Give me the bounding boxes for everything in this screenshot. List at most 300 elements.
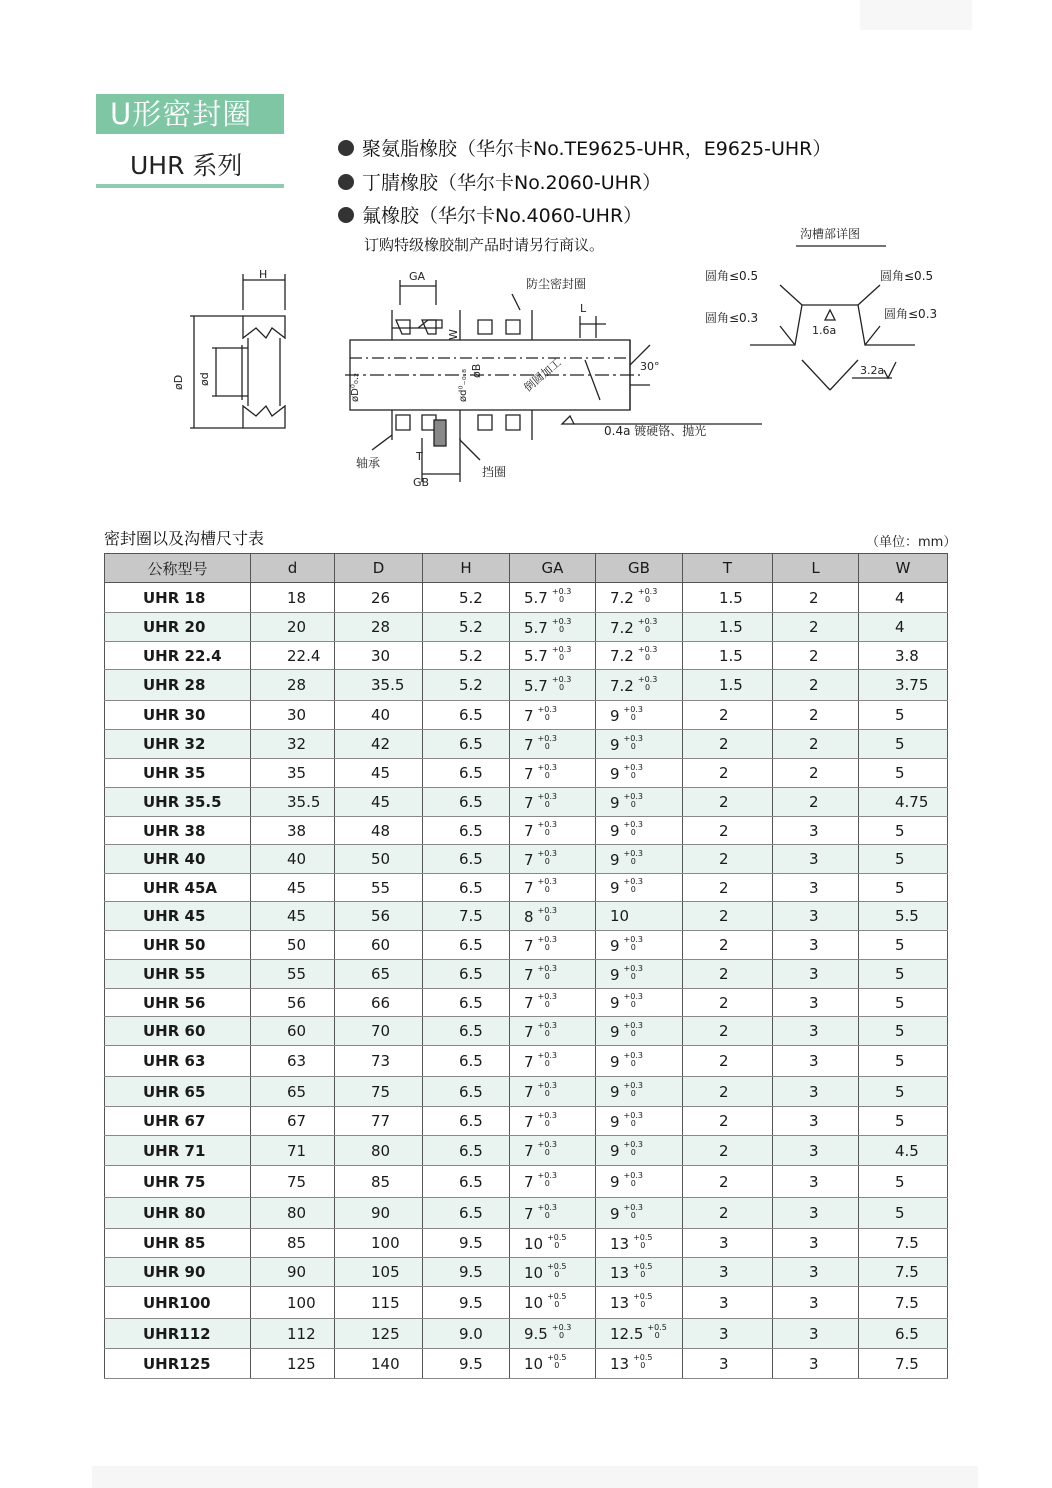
cell-L — [773, 1198, 859, 1229]
cell-H — [423, 613, 510, 642]
tolerance-lower: 0 — [640, 1300, 646, 1309]
tolerance-upper: +0.3 — [623, 1140, 643, 1149]
tolerance-lower: 0 — [630, 828, 636, 837]
tolerance-lower: 0 — [544, 942, 550, 952]
header-cell: GA — [510, 554, 596, 583]
tolerance-lower: 0 — [544, 1028, 550, 1038]
cell-H — [423, 1017, 510, 1046]
cell-value: UHR 45A — [143, 878, 217, 897]
cell-value: 32 — [287, 735, 307, 753]
cell-GA — [510, 1349, 596, 1379]
cell-W — [859, 1017, 948, 1046]
unit-label: （单位：mm） — [866, 535, 957, 550]
label-finish-outer: 3.2a — [860, 364, 885, 377]
cell-value: 9.5 — [459, 1234, 483, 1252]
cell-T — [683, 670, 773, 701]
tolerance — [624, 1204, 643, 1220]
tolerance-lower: 0 — [544, 856, 550, 866]
cell-GA — [510, 642, 596, 670]
cell-GB — [596, 989, 683, 1017]
cell-value: UHR 35 — [143, 764, 206, 782]
cell-value: 7 — [524, 994, 534, 1012]
cell-d — [251, 989, 335, 1017]
cell-value: 3 — [719, 1354, 729, 1373]
cell-GA — [510, 960, 596, 989]
tolerance — [538, 1172, 557, 1188]
tolerance-upper: +0.5 — [633, 1292, 653, 1301]
cell-value: 9 — [610, 793, 620, 812]
table-row — [105, 1319, 948, 1349]
tolerance-lower: 0 — [630, 1000, 636, 1009]
tolerance-upper: +0.3 — [551, 1323, 572, 1332]
tolerance-upper: +0.3 — [623, 733, 643, 743]
cell-value: 4.75 — [895, 793, 929, 811]
table-row — [105, 845, 948, 874]
cell-value: UHR 40 — [143, 850, 206, 868]
cell-GA — [510, 931, 596, 960]
cell-value: UHR125 — [143, 1354, 211, 1373]
tolerance — [538, 821, 557, 837]
label-r-top-left: 圆角≤0.5 — [705, 269, 759, 283]
cell-GA — [510, 788, 596, 817]
cell-GA — [510, 759, 596, 788]
tolerance-upper: +0.3 — [537, 877, 557, 886]
cell-W — [859, 1229, 948, 1258]
cell-T — [683, 1136, 773, 1166]
tolerance — [638, 588, 657, 604]
cell-value: 6.5 — [459, 878, 483, 897]
cell-L — [773, 670, 859, 701]
cell-value: 2 — [719, 1052, 729, 1070]
cell-value: 2 — [809, 646, 819, 665]
tolerance — [638, 646, 657, 662]
cell-value: 5 — [895, 1172, 905, 1191]
tolerance — [633, 1263, 652, 1279]
table-row — [105, 1198, 948, 1229]
label-phid: ød — [198, 372, 211, 386]
cell-GB — [596, 1229, 683, 1258]
tolerance-lower: 0 — [630, 1210, 636, 1220]
cell-GA — [510, 1136, 596, 1166]
cell-value: UHR 80 — [143, 1204, 206, 1222]
label-chrome: 0.4a 镀硬铬、抛光 — [604, 424, 707, 438]
cell-value: 3 — [809, 850, 819, 868]
header-cell: L — [773, 554, 859, 583]
tolerance-upper: +0.3 — [537, 1020, 557, 1030]
tolerance-lower: 0 — [544, 770, 550, 780]
cell-model — [105, 1258, 251, 1287]
tolerance-lower: 0 — [544, 971, 550, 981]
cell-value: 9 — [610, 994, 620, 1012]
cell-GB — [596, 874, 683, 902]
tolerance-lower: 0 — [544, 1000, 550, 1009]
tolerance — [552, 618, 571, 634]
tolerance-upper: +0.3 — [623, 877, 643, 886]
cell-W — [859, 902, 948, 931]
tolerance-lower: 0 — [630, 971, 636, 981]
cell-value: 10 — [524, 1294, 544, 1312]
cell-D — [335, 788, 423, 817]
cell-d — [251, 670, 335, 701]
cell-value: 3 — [809, 1234, 819, 1252]
cell-value: 7 — [524, 764, 534, 783]
cell-value: 80 — [371, 1141, 391, 1160]
tolerance-upper: +0.3 — [551, 587, 572, 596]
cell-L — [773, 1319, 859, 1349]
label-H: H — [259, 268, 268, 281]
cell-GA — [510, 1258, 596, 1287]
cell-value: 40 — [371, 706, 391, 724]
cell-value: UHR 60 — [143, 1022, 206, 1040]
tolerance-upper: +0.3 — [537, 1202, 557, 1212]
tolerance — [538, 1022, 557, 1038]
cell-W — [859, 817, 948, 845]
cell-W — [859, 670, 948, 701]
cell-GB — [596, 1349, 683, 1379]
cell-value: 35 — [287, 764, 307, 782]
cell-value: 6.5 — [459, 1022, 483, 1040]
cell-value: 3 — [809, 907, 819, 925]
cell-value: 6.5 — [459, 1172, 483, 1191]
cell-value: 5.5 — [895, 907, 919, 925]
tolerance-lower: 0 — [544, 712, 550, 722]
cell-H — [423, 1319, 510, 1349]
cell-GA — [510, 989, 596, 1017]
cell-value: 100 — [371, 1234, 400, 1252]
tolerance-upper: +0.3 — [537, 704, 557, 714]
cell-D — [335, 931, 423, 960]
tolerance — [624, 706, 643, 722]
tolerance-upper: +0.3 — [551, 616, 572, 626]
cell-model — [105, 788, 251, 817]
cell-value: 9.5 — [524, 1325, 548, 1343]
cell-d — [251, 613, 335, 642]
cell-T — [683, 1077, 773, 1107]
cell-value: 7 — [524, 965, 534, 984]
cell-GB — [596, 670, 683, 701]
cell-value: UHR 35.5 — [143, 793, 222, 811]
cell-L — [773, 931, 859, 960]
cell-value: 5 — [895, 878, 905, 897]
cell-H — [423, 1107, 510, 1136]
tolerance — [538, 1052, 557, 1068]
cell-model — [105, 1287, 251, 1319]
tolerance — [624, 936, 643, 952]
cell-value: 9 — [610, 1052, 620, 1071]
cell-value: 7 — [524, 706, 534, 725]
table-row — [105, 1017, 948, 1046]
tolerance-upper: +0.3 — [637, 645, 658, 654]
cell-L — [773, 1166, 859, 1198]
cell-GB — [596, 1287, 683, 1319]
cell-value: 2 — [809, 706, 819, 724]
cell-value: 40 — [287, 850, 307, 868]
cell-T — [683, 1349, 773, 1379]
cell-value: 2 — [719, 793, 729, 811]
cell-value: 5 — [895, 735, 905, 753]
cell-value: 6.5 — [459, 793, 483, 811]
cell-model — [105, 730, 251, 759]
cell-value: 3 — [809, 965, 819, 983]
cell-D — [335, 1258, 423, 1287]
cell-d — [251, 902, 335, 931]
cell-d — [251, 1287, 335, 1319]
cell-value: 7.2 — [610, 647, 634, 665]
cell-L — [773, 874, 859, 902]
assembly-section — [345, 280, 762, 482]
cell-model — [105, 874, 251, 902]
cell-T — [683, 874, 773, 902]
cell-L — [773, 1258, 859, 1287]
tolerance-upper: +0.3 — [623, 848, 643, 858]
cell-H — [423, 1166, 510, 1198]
cell-d — [251, 759, 335, 788]
cell-model — [105, 701, 251, 730]
tolerance-upper: +0.3 — [623, 791, 643, 801]
cell-H — [423, 583, 510, 613]
cell-value: 9 — [610, 1204, 620, 1223]
cell-T — [683, 1287, 773, 1319]
cell-model — [105, 1229, 251, 1258]
cell-value: 7.5 — [895, 1354, 919, 1373]
cell-T — [683, 1229, 773, 1258]
cell-L — [773, 1107, 859, 1136]
cell-T — [683, 1107, 773, 1136]
cell-D — [335, 642, 423, 670]
tolerance-lower: 0 — [645, 653, 651, 662]
cell-value: UHR112 — [143, 1324, 211, 1343]
cell-H — [423, 670, 510, 701]
cell-value: UHR 67 — [143, 1112, 206, 1130]
cell-value: 48 — [371, 821, 391, 840]
cell-value: 5 — [895, 1082, 905, 1101]
cell-value: 13 — [610, 1355, 630, 1373]
label-r-top-right: 圆角≤0.5 — [880, 269, 934, 283]
tolerance — [624, 1082, 643, 1098]
cell-T — [683, 1046, 773, 1077]
header-cell: 公称型号 — [105, 554, 251, 583]
tolerance-lower: 0 — [630, 770, 636, 780]
cell-model — [105, 1319, 251, 1349]
cell-W — [859, 788, 948, 817]
tolerance-upper: +0.3 — [623, 1081, 643, 1090]
tolerance-lower: 0 — [645, 624, 651, 634]
cell-D — [335, 1107, 423, 1136]
cell-value: 1.5 — [719, 676, 743, 694]
tolerance-upper: +0.3 — [537, 934, 557, 944]
tolerance-upper: +0.3 — [623, 704, 643, 714]
cell-W — [859, 960, 948, 989]
cell-D — [335, 960, 423, 989]
cell-value: 9 — [610, 936, 620, 955]
table-row — [105, 701, 948, 730]
tolerance — [624, 821, 643, 837]
cell-L — [773, 817, 859, 845]
cell-value: 3 — [809, 1324, 819, 1343]
cell-T — [683, 1166, 773, 1198]
cell-T — [683, 701, 773, 730]
cell-value: 13 — [610, 1234, 630, 1253]
cell-W — [859, 759, 948, 788]
tolerance-upper: +0.3 — [537, 992, 557, 1001]
cell-value: 55 — [287, 965, 307, 983]
tolerance-upper: +0.3 — [551, 645, 572, 654]
table-row — [105, 613, 948, 642]
tolerance — [547, 1263, 566, 1279]
cell-value: 2 — [719, 1172, 729, 1191]
cell-value: 6.5 — [459, 706, 483, 724]
tolerance — [624, 993, 643, 1009]
cell-value: 2 — [719, 764, 729, 782]
cell-value: 9 — [610, 735, 620, 754]
cell-value: 6.5 — [459, 965, 483, 983]
cell-value: 50 — [371, 850, 391, 868]
tolerance — [624, 878, 643, 894]
tolerance — [624, 735, 643, 751]
cell-value: 5 — [895, 993, 905, 1012]
size-table — [104, 553, 948, 1379]
cell-value: 90 — [371, 1204, 391, 1222]
label-phid-tol: ød⁰₋₀.₈ — [458, 369, 469, 402]
tolerance-lower: 0 — [544, 1148, 550, 1157]
tolerance-lower: 0 — [559, 624, 565, 634]
tolerance-lower: 0 — [630, 1058, 636, 1068]
cell-D — [335, 583, 423, 613]
cell-value: 2 — [719, 1022, 729, 1040]
cell-value: 7 — [524, 735, 534, 754]
cell-value: 6.5 — [459, 1082, 483, 1101]
cell-value: UHR 45 — [143, 907, 206, 925]
material-label: 氟橡胶（华尔卡No.4060-UHR） — [362, 205, 643, 227]
cell-value: 85 — [371, 1172, 391, 1191]
cell-value: 3 — [809, 993, 819, 1012]
table-row — [105, 1046, 948, 1077]
cell-value: 7 — [524, 793, 534, 812]
cell-GA — [510, 1287, 596, 1319]
cell-L — [773, 1349, 859, 1379]
label-r-bottom-right: 圆角≤0.3 — [884, 307, 938, 321]
cell-d — [251, 642, 335, 670]
cell-value: 30 — [287, 706, 307, 724]
tolerance-upper: +0.3 — [623, 1110, 643, 1120]
cell-model — [105, 670, 251, 701]
cell-value: 67 — [287, 1112, 307, 1130]
cell-value: 5.7 — [524, 589, 548, 607]
cell-GA — [510, 670, 596, 701]
cell-value: 2 — [719, 965, 729, 983]
cell-value: 5 — [895, 936, 905, 954]
cell-value: UHR 71 — [143, 1141, 206, 1160]
cell-W — [859, 701, 948, 730]
cell-L — [773, 1136, 859, 1166]
cell-value: 3 — [719, 1324, 729, 1343]
tolerance-upper: +0.3 — [623, 963, 643, 973]
cell-value: 6.5 — [459, 936, 483, 954]
cell-H — [423, 1077, 510, 1107]
header-cell: T — [683, 554, 773, 583]
tolerance — [538, 1112, 557, 1128]
header-cell: d — [251, 554, 335, 583]
cell-value: 28 — [371, 618, 391, 636]
cell-value: 3.8 — [895, 646, 919, 665]
cell-value: 10 — [524, 1355, 544, 1373]
tolerance-upper: +0.5 — [647, 1323, 667, 1332]
cell-value: 2 — [719, 706, 729, 724]
tolerance — [624, 793, 643, 809]
cell-model — [105, 902, 251, 931]
cell-model — [105, 613, 251, 642]
cell-W — [859, 931, 948, 960]
cell-L — [773, 701, 859, 730]
tolerance-lower: 0 — [544, 1179, 550, 1188]
cell-D — [335, 989, 423, 1017]
cell-D — [335, 1136, 423, 1166]
cell-D — [335, 845, 423, 874]
cell-D — [335, 730, 423, 759]
tolerance-upper: +0.3 — [537, 1140, 557, 1149]
cell-d — [251, 1017, 335, 1046]
cell-GA — [510, 1166, 596, 1198]
tolerance-lower: 0 — [640, 1269, 646, 1279]
cell-L — [773, 642, 859, 670]
cell-value: 4 — [895, 588, 905, 607]
cell-value: 20 — [287, 618, 307, 636]
tolerance-upper: +0.3 — [623, 1171, 643, 1180]
tolerance-lower: 0 — [645, 682, 651, 692]
cell-value: 10 — [524, 1263, 544, 1282]
cell-value: 5 — [895, 1204, 905, 1222]
cell-D — [335, 902, 423, 931]
tolerance-upper: +0.3 — [537, 905, 557, 915]
order-note: 订购特级橡胶制产品时请另行商议。 — [364, 236, 605, 254]
tolerance — [624, 1172, 643, 1188]
cell-H — [423, 845, 510, 874]
cell-model — [105, 931, 251, 960]
cell-value: 9 — [610, 965, 620, 984]
cell-GA — [510, 1046, 596, 1077]
cell-value: UHR 38 — [143, 821, 206, 840]
tolerance-upper: +0.3 — [537, 820, 557, 829]
cell-H — [423, 701, 510, 730]
tolerance-upper: +0.3 — [623, 1050, 643, 1060]
tolerance-lower: 0 — [630, 799, 636, 809]
cell-value: 71 — [287, 1141, 307, 1160]
cell-value: 5 — [895, 850, 905, 868]
cell-value: 7 — [524, 1142, 534, 1160]
material-label: 聚氨脂橡胶（华尔卡No.TE9625-UHR，E9625-UHR） — [362, 138, 832, 160]
table-row — [105, 642, 948, 670]
cell-T — [683, 759, 773, 788]
cell-value: 5 — [895, 1112, 905, 1130]
table-row — [105, 1229, 948, 1258]
cell-GB — [596, 1319, 683, 1349]
cell-value: UHR 85 — [143, 1234, 206, 1252]
cell-value: UHR 63 — [143, 1052, 206, 1070]
cell-value: 2 — [719, 1112, 729, 1130]
table-row — [105, 1166, 948, 1198]
cell-value: 3 — [719, 1293, 729, 1312]
cell-GA — [510, 730, 596, 759]
tolerance-lower: 0 — [630, 741, 636, 751]
cell-value: 7.5 — [895, 1293, 919, 1312]
cell-T — [683, 730, 773, 759]
cell-value: 22.4 — [287, 646, 321, 665]
cell-GB — [596, 960, 683, 989]
cell-W — [859, 1319, 948, 1349]
cell-value: 65 — [287, 1082, 307, 1101]
cell-value: 5.2 — [459, 588, 483, 607]
tolerance-lower: 0 — [630, 1089, 636, 1098]
